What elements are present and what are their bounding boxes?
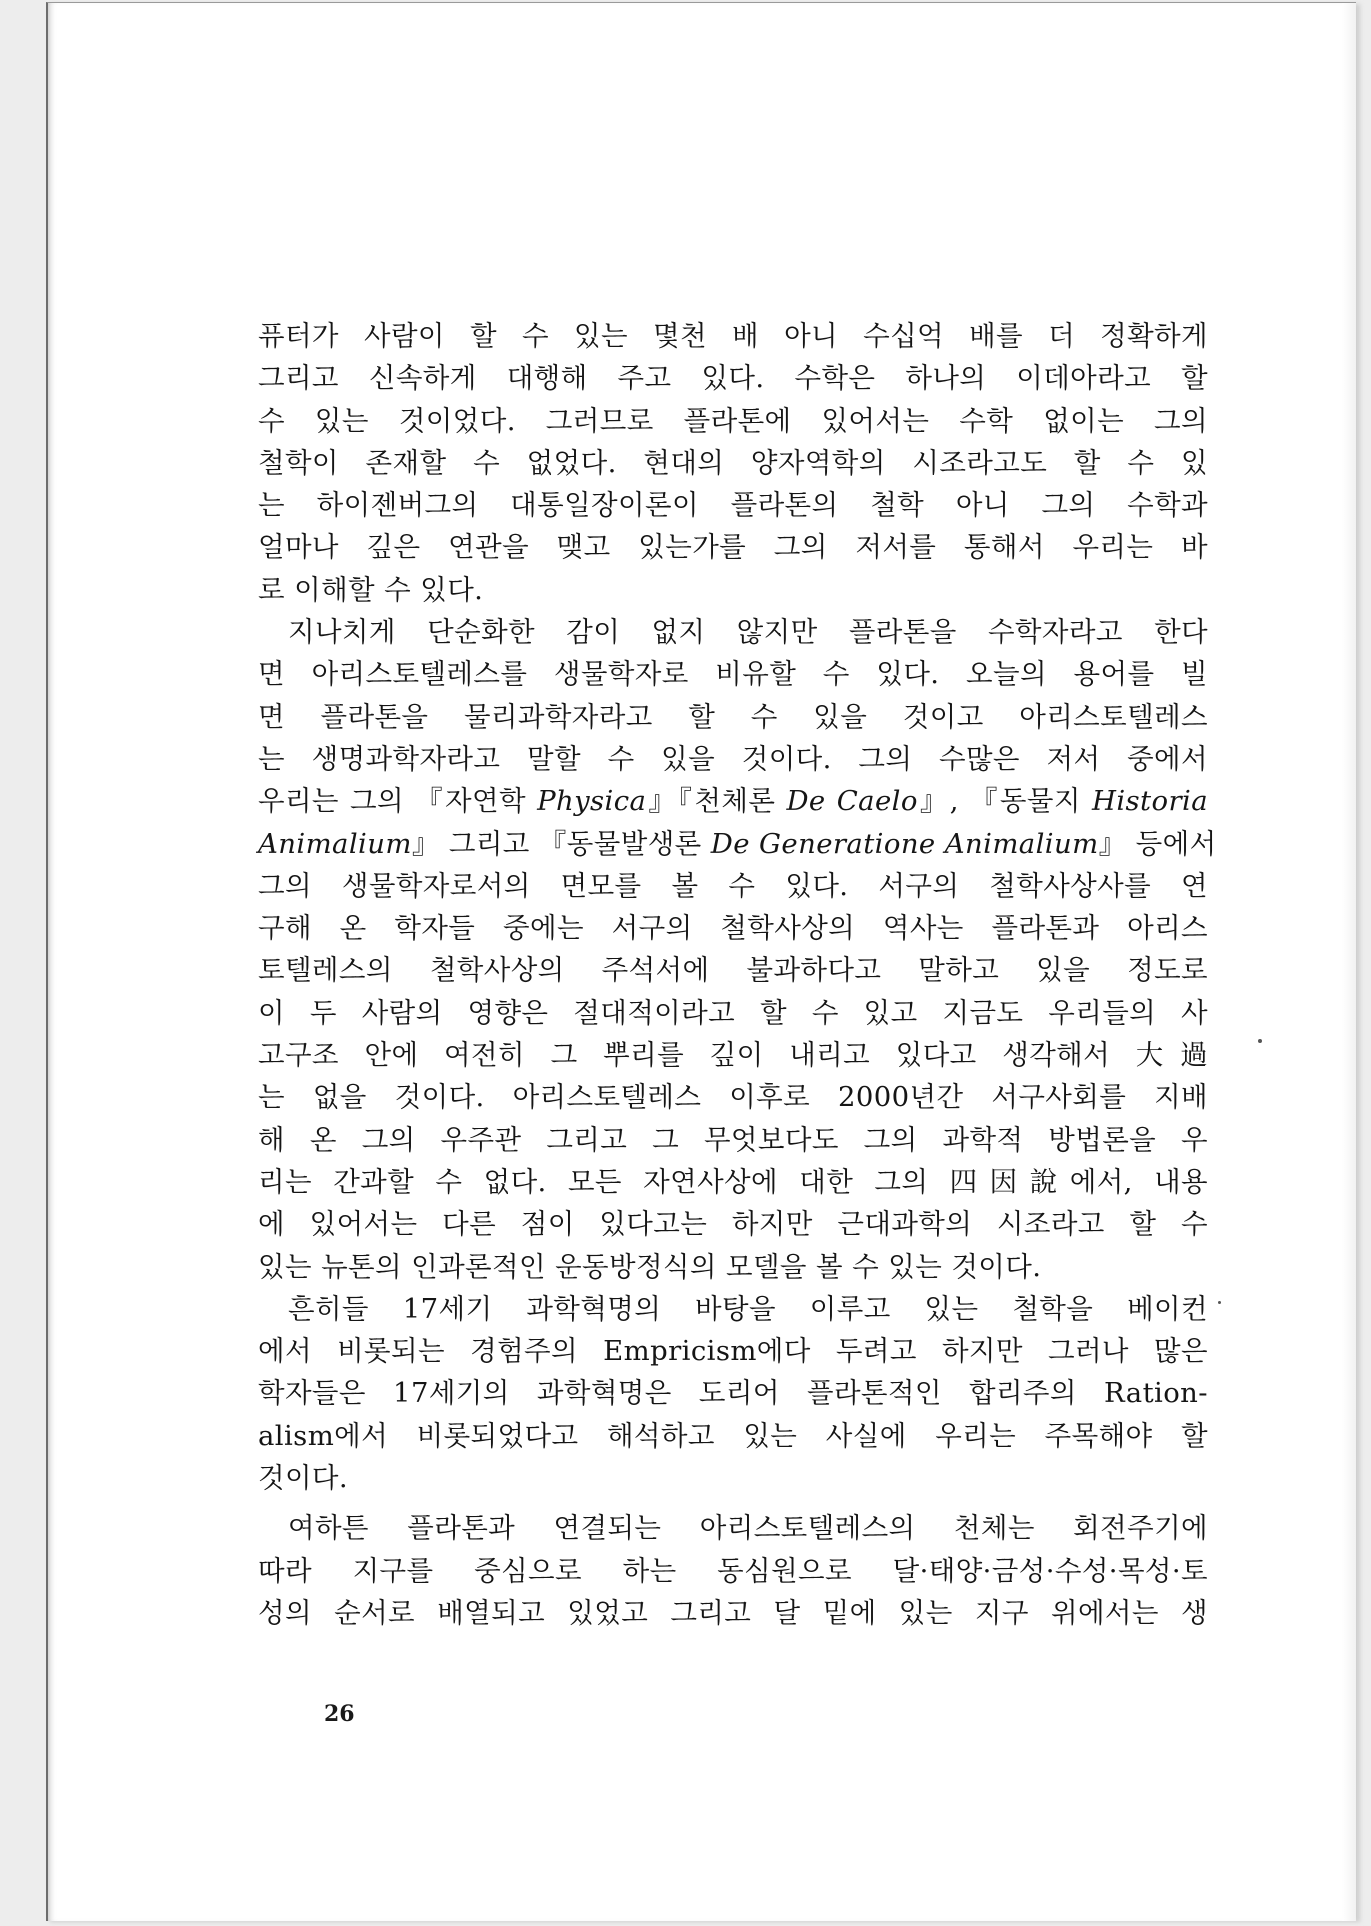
scan-speck [1218, 1301, 1221, 1304]
body-text [258, 315, 1217, 1634]
text-line: 에서 비롯되는 경험주의 Empricism에다 두려고 하지만 그러나 많은 [258, 1335, 1208, 1368]
text-line: 는 생명과학자라고 말할 수 있을 것이다. 그의 수많은 저서 중에서 [258, 742, 1208, 775]
text-line: 것이다. [258, 1462, 349, 1495]
text-line: 해 온 그의 우주관 그리고 그 무엇보다도 그의 과학적 방법론을 우 [258, 1123, 1208, 1156]
paragraph-1 [258, 315, 1208, 611]
text-line: 구해 온 학자들 중에는 서구의 철학사상의 역사는 플라톤과 아리스 [258, 912, 1208, 945]
page-edge [1342, 3, 1356, 1921]
scan-speck [1258, 1039, 1262, 1043]
book-page [46, 2, 1356, 1921]
text-line: 리는 간과할 수 없다. 모든 자연사상에 대한 그의 四因說에서, 내용 [258, 1165, 1208, 1198]
paragraph-4 [258, 1507, 1208, 1634]
text-line: 얼마나 깊은 연관을 맺고 있는가를 그의 저서를 통해서 우리는 바 [258, 531, 1208, 564]
text-line: 흔히들 17세기 과학혁명의 바탕을 이루고 있는 철학을 베이컨 [288, 1292, 1208, 1325]
text-line: 여하튼 플라톤과 연결되는 아리스토텔레스의 천체는 회전주기에 [288, 1512, 1208, 1545]
paragraph-2 [258, 611, 1217, 1288]
text-line: 로 이해할 수 있다. [258, 573, 484, 606]
text-line: 토텔레스의 철학사상의 주석서에 불과하다고 말하고 있을 정도로 [258, 954, 1208, 987]
text-line: 지나치게 단순화한 감이 없지 않지만 플라톤을 수학자라고 한다 [288, 616, 1208, 649]
text-line: 는 하이젠버그의 대통일장이론이 플라톤의 철학 아니 그의 수학과 [258, 489, 1208, 522]
paragraph-gap [258, 1499, 1208, 1507]
text-line: 수 있는 것이었다. 그러므로 플라톤에 있어서는 수학 없이는 그의 [258, 404, 1208, 437]
text-line: 에 있어서는 다른 점이 있다고는 하지만 근대과학의 시조라고 할 수 [258, 1208, 1208, 1241]
text-line-italic-titles: 우리는 그의 『자연학 Physica』『천체론 De Caelo』, 『동물지 Historia [258, 785, 1209, 818]
text-line: 성의 순서로 배열되고 있었고 그리고 달 밑에 있는 지구 위에서는 생 [258, 1596, 1208, 1629]
page-number: 26 [324, 1701, 355, 1727]
text-line: 학자들은 17세기의 과학혁명은 도리어 플라톤적인 합리주의 Ration- [258, 1377, 1208, 1410]
text-line: 철학이 존재할 수 없었다. 현대의 양자역학의 시조라고도 할 수 있 [258, 446, 1208, 479]
text-line: alism에서 비롯되었다고 해석하고 있는 사실에 우리는 주목해야 할 [258, 1419, 1208, 1452]
paragraph-3 [258, 1288, 1208, 1499]
text-line-italic-titles: Animalium』 그리고 『동물발생론 De Generatione Animalium』 등에서 [258, 827, 1217, 860]
text-line: 그리고 신속하게 대행해 주고 있다. 수학은 하나의 이데아라고 할 [258, 362, 1208, 395]
text-line: 그의 생물학자로서의 면모를 볼 수 있다. 서구의 철학사상사를 연 [258, 869, 1208, 902]
text-line: 따라 지구를 중심으로 하는 동심원으로 달·태양·금성·수성·목성·토 [258, 1554, 1208, 1587]
text-line: 는 없을 것이다. 아리스토텔레스 이후로 2000년간 서구사회를 지배 [258, 1081, 1208, 1114]
text-line: 고구조 안에 여전히 그 뿌리를 깊이 내리고 있다고 생각해서 大過 [258, 1039, 1208, 1072]
text-line: 이 두 사람의 영향은 절대적이라고 할 수 있고 지금도 우리들의 사 [258, 996, 1208, 1029]
text-line: 퓨터가 사람이 할 수 있는 몇천 배 아니 수십억 배를 더 정확하게 [258, 320, 1208, 352]
text-line: 있는 뉴톤의 인과론적인 운동방정식의 모델을 볼 수 있는 것이다. [258, 1250, 1042, 1283]
text-line: 면 플라톤을 물리과학자라고 할 수 있을 것이고 아리스토텔레스 [258, 700, 1208, 733]
text-line: 면 아리스토텔레스를 생물학자로 비유할 수 있다. 오늘의 용어를 빌 [258, 658, 1208, 691]
